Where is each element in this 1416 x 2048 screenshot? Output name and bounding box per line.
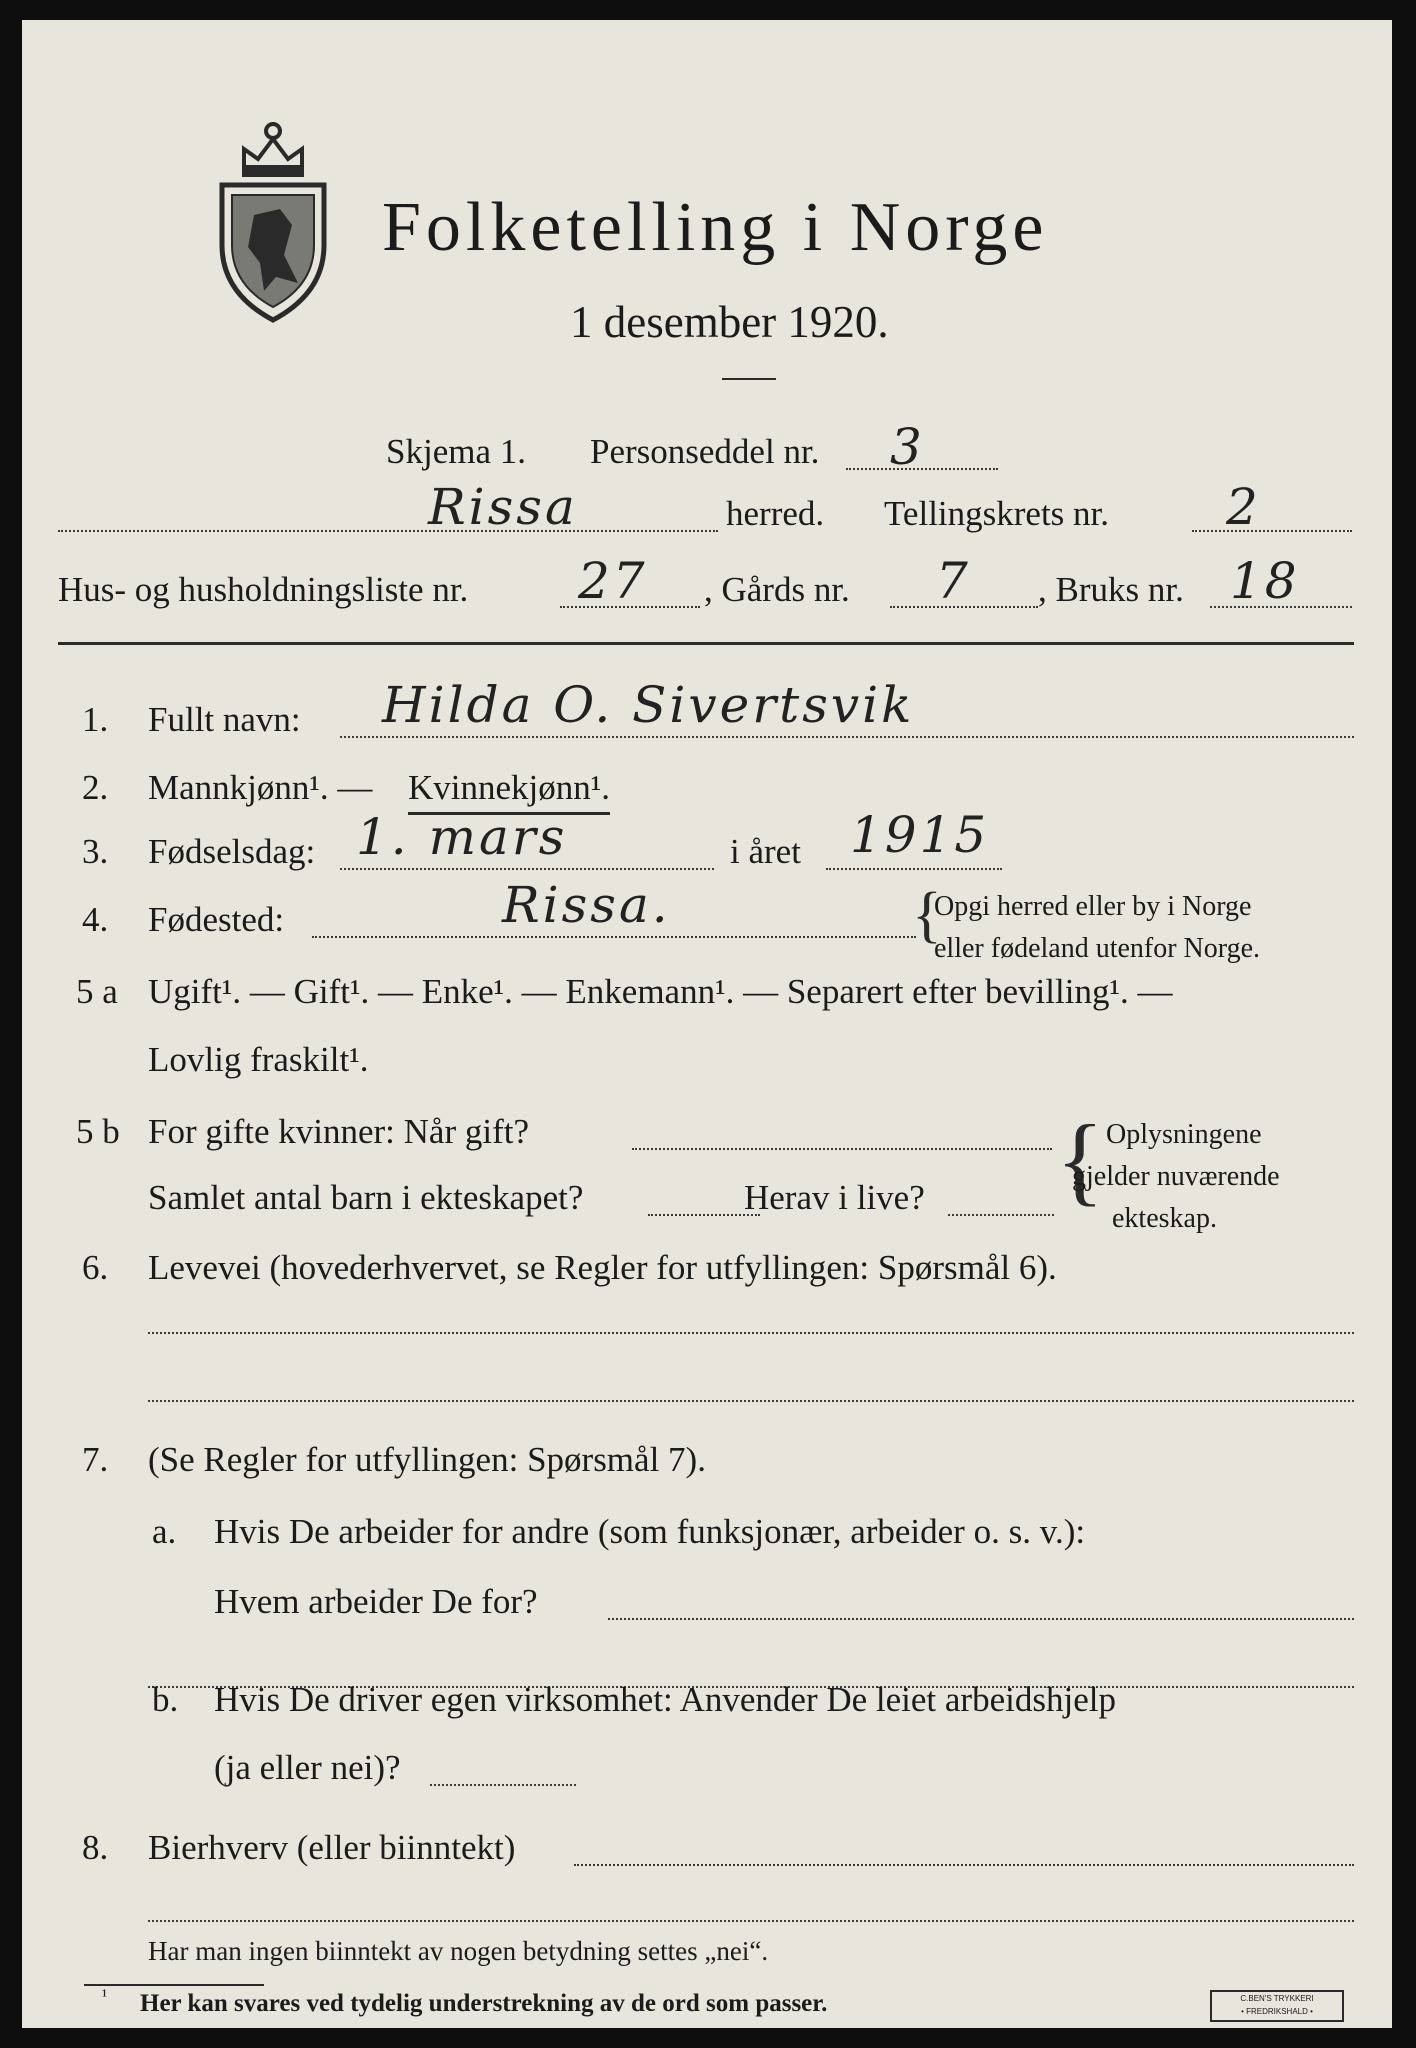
herred-label: herred. bbox=[726, 494, 825, 533]
q4-line bbox=[312, 936, 916, 938]
q6-line1 bbox=[148, 1332, 1354, 1334]
schema-label: Skjema 1. bbox=[386, 432, 526, 471]
q8-line1 bbox=[574, 1864, 1354, 1866]
tellingskrets-value: 2 bbox=[1226, 478, 1261, 536]
q7b-question: Hvis De driver egen virksomhet: Anvender De leiet arbeidshjelp bbox=[214, 1680, 1116, 1719]
q8-line2 bbox=[148, 1920, 1354, 1922]
q5a-options: Ugift¹. — Gift¹. — Enke¹. — Enkemann¹. — Separert efter bevilling¹. — bbox=[148, 972, 1173, 1011]
q7a-employer-line bbox=[608, 1618, 1354, 1620]
q8-number: 8. bbox=[82, 1828, 109, 1867]
q6-line2 bbox=[148, 1400, 1354, 1402]
census-form-page bbox=[22, 20, 1392, 2028]
q5b-number: 5 b bbox=[76, 1112, 120, 1151]
no-income-note: Har man ingen biinntekt av nogen betydning settes „nei“. bbox=[148, 1936, 769, 1966]
title-divider bbox=[722, 378, 776, 380]
q8-label: Bierhverv (eller biinntekt) bbox=[148, 1828, 516, 1867]
printer-line2: • FREDRIKSHALD • bbox=[1241, 2007, 1313, 2016]
q7a-question: Hvis De arbeider for andre (som funksjonær, arbeider o. s. v.): bbox=[214, 1512, 1086, 1551]
q4-number: 4. bbox=[82, 900, 109, 939]
q5b-note-brace: { bbox=[1056, 1104, 1104, 1215]
q2-female-option: Kvinnekjønn¹. bbox=[408, 768, 610, 815]
tellingskrets-line bbox=[1192, 530, 1352, 532]
q3-value: 1. mars bbox=[356, 808, 568, 866]
herred-line bbox=[58, 530, 718, 532]
q6-number: 6. bbox=[82, 1248, 109, 1287]
hus-value: 27 bbox=[578, 552, 648, 610]
q6-label: Levevei (hovederhvervet, se Regler for utfyllingen: Spørsmål 6). bbox=[148, 1248, 1057, 1287]
gards-value: 7 bbox=[936, 552, 971, 610]
personseddel-label: Personseddel nr. bbox=[590, 432, 820, 471]
q3-line bbox=[340, 868, 714, 870]
q3-year-line bbox=[826, 868, 1002, 870]
q2-number: 2. bbox=[82, 768, 109, 807]
coat-of-arms-icon bbox=[214, 115, 332, 325]
q1-number: 1. bbox=[82, 700, 109, 739]
footnote-text: Her kan svares ved tydelig understrekning av de ord som passer. bbox=[140, 1990, 828, 2017]
herred-value: Rissa bbox=[428, 478, 578, 536]
bruks-value: 18 bbox=[1230, 552, 1300, 610]
q5b-alive-label: Herav i live? bbox=[744, 1178, 925, 1217]
q5b-note-line1: Oplysningene bbox=[1106, 1119, 1262, 1150]
q1-value: Hilda O. Sivertsvik bbox=[382, 676, 915, 734]
q7a-employer-label: Hvem arbeider De for? bbox=[214, 1582, 538, 1621]
personseddel-value: 3 bbox=[890, 418, 925, 476]
q5b-note-line2: gjelder nuværende bbox=[1072, 1161, 1280, 1192]
q1-line bbox=[340, 736, 1354, 738]
q4-value: Rissa. bbox=[502, 876, 671, 934]
q7-label: (Se Regler for utfyllingen: Spørsmål 7). bbox=[148, 1440, 706, 1479]
q5a-options-cont: Lovlig fraskilt¹. bbox=[148, 1040, 369, 1079]
q5b-alive-line bbox=[948, 1214, 1054, 1216]
q5b-children-label: Samlet antal barn i ekteskapet? bbox=[148, 1178, 584, 1217]
q3-label: Fødselsdag: bbox=[148, 832, 316, 871]
bruks-label: , Bruks nr. bbox=[1038, 570, 1184, 609]
q5a-number: 5 a bbox=[76, 972, 118, 1011]
tellingskrets-label: Tellingskrets nr. bbox=[884, 494, 1110, 533]
q7a-letter: a. bbox=[152, 1512, 177, 1551]
q2-male-option: Mannkjønn¹. — bbox=[148, 768, 373, 807]
q7b-answer-label: (ja eller nei)? bbox=[214, 1748, 401, 1787]
footnote-mark: ¹ bbox=[102, 1986, 108, 2005]
q4-note-line1: Opgi herred eller by i Norge bbox=[934, 891, 1252, 922]
header-rule bbox=[58, 642, 1354, 645]
q3-number: 3. bbox=[82, 832, 109, 871]
hus-label: Hus- og husholdningsliste nr. bbox=[58, 570, 469, 609]
q7-number: 7. bbox=[82, 1440, 109, 1479]
printer-stamp bbox=[1210, 1990, 1344, 2022]
q4-label: Fødested: bbox=[148, 900, 285, 939]
q5b-when-married-line bbox=[632, 1148, 1052, 1150]
census-date: 1 desember 1920. bbox=[570, 297, 889, 347]
q4-note-line2: eller fødeland utenfor Norge. bbox=[934, 933, 1261, 964]
q4-note-brace: { bbox=[912, 881, 942, 949]
q3-year-label: i året bbox=[730, 832, 801, 871]
q1-label: Fullt navn: bbox=[148, 700, 301, 739]
gards-label: , Gårds nr. bbox=[704, 570, 850, 609]
q7b-answer-line bbox=[430, 1784, 576, 1786]
q3-year-value: 1915 bbox=[850, 806, 990, 864]
q7b-letter: b. bbox=[152, 1680, 179, 1719]
form-title: Folketelling i Norge bbox=[382, 189, 1049, 266]
q5b-when-married-label: For gifte kvinner: Når gift? bbox=[148, 1112, 530, 1151]
printer-line1: C.BEN'S TRYKKERI bbox=[1240, 1994, 1314, 2003]
footnote-rule bbox=[84, 1984, 264, 1986]
q5b-note-line3: ekteskap. bbox=[1112, 1203, 1217, 1234]
